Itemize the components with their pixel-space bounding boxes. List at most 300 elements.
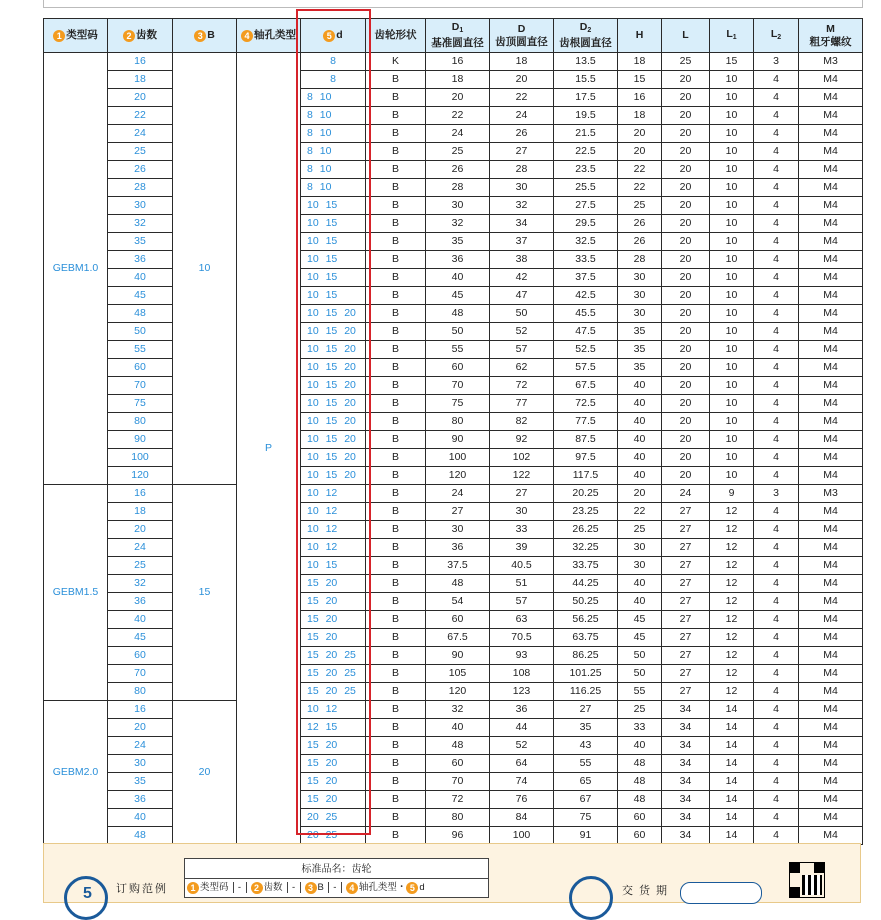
d1-cell: 20 (426, 89, 490, 107)
da-cell: 123 (490, 683, 554, 701)
d-cell: 15 20 25 (301, 647, 366, 665)
da-cell: 70.5 (490, 629, 554, 647)
h-cell: 30 (618, 539, 662, 557)
d2-cell: 55 (554, 755, 618, 773)
shape-cell: B (366, 665, 426, 683)
col-b: 3 B (173, 19, 237, 53)
teeth-cell: 50 (108, 323, 173, 341)
m-cell: M4 (799, 701, 863, 719)
l-cell: 20 (662, 179, 710, 197)
l1-cell: 12 (710, 575, 754, 593)
shape-cell: B (366, 107, 426, 125)
shape-cell: B (366, 161, 426, 179)
l1-cell: 9 (710, 485, 754, 503)
col-type-code: 1 类型码 (44, 19, 108, 53)
l1-cell: 12 (710, 683, 754, 701)
l1-cell: 10 (710, 125, 754, 143)
da-cell: 18 (490, 53, 554, 71)
standard-name-box (184, 858, 489, 898)
teeth-cell: 30 (108, 197, 173, 215)
l2-cell: 4 (754, 773, 799, 791)
m-cell: M4 (799, 179, 863, 197)
l-cell: 20 (662, 197, 710, 215)
h-cell: 22 (618, 179, 662, 197)
teeth-cell: 24 (108, 125, 173, 143)
d-cell: 10 15 20 (301, 431, 366, 449)
l1-cell: 14 (710, 701, 754, 719)
da-cell: 28 (490, 161, 554, 179)
standard-name-title: 标准品名：齿轮 (301, 864, 372, 875)
l1-cell: 10 (710, 359, 754, 377)
da-cell: 108 (490, 665, 554, 683)
da-cell: 57 (490, 341, 554, 359)
da-cell: 62 (490, 359, 554, 377)
d1-cell: 18 (426, 71, 490, 89)
order-example-panel (43, 843, 861, 903)
l1-cell: 10 (710, 89, 754, 107)
l2-cell: 4 (754, 575, 799, 593)
table-row (44, 305, 863, 323)
teeth-cell: 16 (108, 53, 173, 71)
table-row (44, 215, 863, 233)
d-cell: 10 12 (301, 701, 366, 719)
h-cell: 16 (618, 89, 662, 107)
d-cell: 10 15 (301, 287, 366, 305)
col-d1: $D_1$ 基准圆直径 (426, 19, 490, 53)
l-cell: 27 (662, 629, 710, 647)
teeth-cell: 55 (108, 341, 173, 359)
l2-cell: 3 (754, 485, 799, 503)
l2-cell: 4 (754, 197, 799, 215)
h-cell: 35 (618, 359, 662, 377)
m-cell: M4 (799, 251, 863, 269)
h-cell: 45 (618, 611, 662, 629)
m-cell: M4 (799, 539, 863, 557)
h-cell: 40 (618, 467, 662, 485)
d1-cell: 48 (426, 737, 490, 755)
l-cell: 27 (662, 683, 710, 701)
da-cell: 30 (490, 179, 554, 197)
l2-cell: 4 (754, 395, 799, 413)
m-cell: M4 (799, 215, 863, 233)
table-row (44, 575, 863, 593)
l1-cell: 10 (710, 305, 754, 323)
shape-cell: B (366, 377, 426, 395)
teeth-cell: 25 (108, 557, 173, 575)
m-cell: M4 (799, 287, 863, 305)
shape-cell: B (366, 71, 426, 89)
m-cell: M4 (799, 161, 863, 179)
l1-cell: 10 (710, 251, 754, 269)
l-cell: 20 (662, 287, 710, 305)
teeth-cell: 90 (108, 431, 173, 449)
l2-cell: 4 (754, 593, 799, 611)
l1-cell: 12 (710, 557, 754, 575)
da-cell: 47 (490, 287, 554, 305)
table-row (44, 791, 863, 809)
da-cell: 40.5 (490, 557, 554, 575)
order-number-badge: 5 (64, 876, 108, 920)
type-code-cell: GEBM1.0 (44, 53, 108, 485)
teeth-cell: 36 (108, 593, 173, 611)
l2-cell: 4 (754, 431, 799, 449)
m-cell: M4 (799, 791, 863, 809)
l-cell: 27 (662, 647, 710, 665)
d2-cell: 43 (554, 737, 618, 755)
table-row (44, 89, 863, 107)
m-cell: M4 (799, 449, 863, 467)
l-cell: 27 (662, 611, 710, 629)
top-frame (43, 0, 863, 8)
d-cell: 15 20 25 (301, 683, 366, 701)
table-row (44, 449, 863, 467)
d1-cell: 105 (426, 665, 490, 683)
table-row (44, 359, 863, 377)
d1-cell: 36 (426, 539, 490, 557)
l2-cell: 4 (754, 647, 799, 665)
d2-cell: 25.5 (554, 179, 618, 197)
d2-cell: 65 (554, 773, 618, 791)
d1-cell: 30 (426, 521, 490, 539)
m-cell: M4 (799, 557, 863, 575)
m-cell: M3 (799, 485, 863, 503)
h-cell: 26 (618, 215, 662, 233)
d1-cell: 60 (426, 611, 490, 629)
h-cell: 45 (618, 629, 662, 647)
l1-cell: 14 (710, 791, 754, 809)
da-cell: 74 (490, 773, 554, 791)
l1-cell: 10 (710, 197, 754, 215)
l1-cell: 12 (710, 539, 754, 557)
teeth-cell: 45 (108, 287, 173, 305)
l2-cell: 4 (754, 521, 799, 539)
table-row (44, 701, 863, 719)
d-cell: 20 25 (301, 809, 366, 827)
d2-cell: 33.75 (554, 557, 618, 575)
shape-cell: B (366, 755, 426, 773)
d1-cell: 22 (426, 107, 490, 125)
d-cell: 10 12 (301, 485, 366, 503)
d2-cell: 63.75 (554, 629, 618, 647)
l2-cell: 4 (754, 377, 799, 395)
shape-cell: K (366, 53, 426, 71)
shape-cell: B (366, 557, 426, 575)
l-cell: 20 (662, 107, 710, 125)
l1-cell: 12 (710, 593, 754, 611)
shape-cell: B (366, 521, 426, 539)
d-cell: 10 15 20 (301, 395, 366, 413)
d-cell: 10 15 20 (301, 377, 366, 395)
l1-cell: 12 (710, 503, 754, 521)
table-row (44, 773, 863, 791)
l2-cell: 4 (754, 665, 799, 683)
l2-cell: 4 (754, 323, 799, 341)
d2-cell: 67 (554, 791, 618, 809)
col-d: 5 d (301, 19, 366, 53)
shape-cell: B (366, 809, 426, 827)
l-cell: 34 (662, 755, 710, 773)
l-cell: 20 (662, 269, 710, 287)
l-cell: 20 (662, 143, 710, 161)
table-row (44, 593, 863, 611)
d2-cell: 27 (554, 701, 618, 719)
m-cell: M4 (799, 593, 863, 611)
l-cell: 20 (662, 125, 710, 143)
l1-cell: 12 (710, 665, 754, 683)
table-row (44, 413, 863, 431)
l-cell: 20 (662, 341, 710, 359)
da-cell: 44 (490, 719, 554, 737)
l-cell: 34 (662, 719, 710, 737)
teeth-cell: 40 (108, 809, 173, 827)
d-cell: 15 20 (301, 611, 366, 629)
teeth-cell: 60 (108, 359, 173, 377)
l2-cell: 4 (754, 251, 799, 269)
teeth-cell: 100 (108, 449, 173, 467)
da-cell: 27 (490, 485, 554, 503)
col-l: L (662, 19, 710, 53)
d2-cell: 67.5 (554, 377, 618, 395)
l2-cell: 4 (754, 341, 799, 359)
l-cell: 25 (662, 53, 710, 71)
d2-cell: 15.5 (554, 71, 618, 89)
da-cell: 42 (490, 269, 554, 287)
teeth-cell: 48 (108, 827, 173, 845)
m-cell: M4 (799, 269, 863, 287)
shape-cell: B (366, 719, 426, 737)
m-cell: M4 (799, 737, 863, 755)
d2-cell: 23.25 (554, 503, 618, 521)
shape-cell: B (366, 773, 426, 791)
d1-cell: 25 (426, 143, 490, 161)
standard-name-fields: 1 类型码 - 2 齿数 - 3 B - 4 轴孔类型・ 5 d (185, 878, 488, 892)
d1-cell: 26 (426, 161, 490, 179)
da-cell: 34 (490, 215, 554, 233)
d2-cell: 33.5 (554, 251, 618, 269)
da-cell: 77 (490, 395, 554, 413)
l1-cell: 10 (710, 341, 754, 359)
spec-table-body (44, 53, 863, 845)
l2-cell: 4 (754, 809, 799, 827)
col-h: H (618, 19, 662, 53)
teeth-cell: 75 (108, 395, 173, 413)
shape-cell: B (366, 323, 426, 341)
l2-cell: 4 (754, 503, 799, 521)
shape-cell: B (366, 305, 426, 323)
h-cell: 28 (618, 251, 662, 269)
l1-cell: 14 (710, 737, 754, 755)
d2-cell: 26.25 (554, 521, 618, 539)
table-row (44, 647, 863, 665)
d2-cell: 20.25 (554, 485, 618, 503)
da-cell: 50 (490, 305, 554, 323)
table-row (44, 107, 863, 125)
teeth-cell: 48 (108, 305, 173, 323)
d-cell: 8 (301, 71, 366, 89)
da-cell: 39 (490, 539, 554, 557)
d2-cell: 45.5 (554, 305, 618, 323)
m-cell: M4 (799, 467, 863, 485)
d1-cell: 32 (426, 215, 490, 233)
d1-cell: 120 (426, 683, 490, 701)
d-cell: 10 15 20 (301, 359, 366, 377)
da-cell: 76 (490, 791, 554, 809)
table-row (44, 467, 863, 485)
teeth-cell: 36 (108, 791, 173, 809)
l1-cell: 10 (710, 377, 754, 395)
teeth-cell: 28 (108, 179, 173, 197)
shape-cell: B (366, 827, 426, 845)
h-cell: 20 (618, 125, 662, 143)
d1-cell: 70 (426, 773, 490, 791)
m-cell: M4 (799, 773, 863, 791)
shape-cell: B (366, 269, 426, 287)
l-cell: 27 (662, 557, 710, 575)
teeth-cell: 35 (108, 773, 173, 791)
l2-cell: 4 (754, 215, 799, 233)
l-cell: 27 (662, 539, 710, 557)
l1-cell: 10 (710, 161, 754, 179)
col-teeth: 2 齿数 (108, 19, 173, 53)
table-row (44, 71, 863, 89)
m-cell: M4 (799, 341, 863, 359)
d1-cell: 24 (426, 125, 490, 143)
l-cell: 34 (662, 791, 710, 809)
d1-cell: 80 (426, 413, 490, 431)
m-cell: M3 (799, 53, 863, 71)
l2-cell: 4 (754, 161, 799, 179)
d2-cell: 47.5 (554, 323, 618, 341)
l-cell: 20 (662, 71, 710, 89)
shape-cell: B (366, 395, 426, 413)
teeth-cell: 16 (108, 701, 173, 719)
col-d2: $D_2$ 齿根圆直径 (554, 19, 618, 53)
col-bore-type: 4 轴孔类型 (237, 19, 301, 53)
shape-cell: B (366, 503, 426, 521)
table-row (44, 539, 863, 557)
h-cell: 40 (618, 593, 662, 611)
d-cell: 8 10 (301, 179, 366, 197)
l1-cell: 12 (710, 647, 754, 665)
h-cell: 48 (618, 791, 662, 809)
m-cell: M4 (799, 413, 863, 431)
m-cell: M4 (799, 377, 863, 395)
m-cell: M4 (799, 827, 863, 845)
bore-type-cell: P (237, 53, 301, 845)
table-row (44, 251, 863, 269)
da-cell: 22 (490, 89, 554, 107)
h-cell: 33 (618, 719, 662, 737)
l1-cell: 10 (710, 287, 754, 305)
table-row (44, 611, 863, 629)
shape-cell: B (366, 575, 426, 593)
d1-cell: 55 (426, 341, 490, 359)
h-cell: 20 (618, 485, 662, 503)
h-cell: 18 (618, 107, 662, 125)
l2-cell: 4 (754, 629, 799, 647)
l-cell: 20 (662, 323, 710, 341)
l2-cell: 4 (754, 413, 799, 431)
l2-cell: 4 (754, 287, 799, 305)
l2-cell: 4 (754, 539, 799, 557)
delivery-label: 交货期 (622, 885, 673, 897)
h-cell: 20 (618, 143, 662, 161)
m-cell: M4 (799, 575, 863, 593)
m-cell: M4 (799, 323, 863, 341)
table-row (44, 485, 863, 503)
type-code-cell: GEBM1.5 (44, 485, 108, 701)
d2-cell: 87.5 (554, 431, 618, 449)
d2-cell: 29.5 (554, 215, 618, 233)
l-cell: 20 (662, 467, 710, 485)
h-cell: 25 (618, 701, 662, 719)
d-cell: 10 15 (301, 251, 366, 269)
da-cell: 51 (490, 575, 554, 593)
d1-cell: 48 (426, 305, 490, 323)
da-cell: 52 (490, 737, 554, 755)
shape-cell: B (366, 467, 426, 485)
m-cell: M4 (799, 71, 863, 89)
d1-cell: 37.5 (426, 557, 490, 575)
d2-cell: 42.5 (554, 287, 618, 305)
h-cell: 30 (618, 557, 662, 575)
da-cell: 93 (490, 647, 554, 665)
l2-cell: 4 (754, 557, 799, 575)
l-cell: 27 (662, 575, 710, 593)
d1-cell: 90 (426, 431, 490, 449)
shape-cell: B (366, 125, 426, 143)
d-cell: 15 20 (301, 593, 366, 611)
l-cell: 20 (662, 395, 710, 413)
teeth-cell: 70 (108, 665, 173, 683)
m-cell: M4 (799, 125, 863, 143)
l1-cell: 10 (710, 233, 754, 251)
da-cell: 24 (490, 107, 554, 125)
h-cell: 60 (618, 827, 662, 845)
d2-cell: 22.5 (554, 143, 618, 161)
table-row (44, 323, 863, 341)
l1-cell: 10 (710, 107, 754, 125)
l-cell: 20 (662, 305, 710, 323)
h-cell: 18 (618, 53, 662, 71)
teeth-cell: 25 (108, 143, 173, 161)
header-row (44, 19, 863, 53)
d-cell: 15 20 (301, 629, 366, 647)
da-cell: 38 (490, 251, 554, 269)
d-cell: 10 15 (301, 557, 366, 575)
d2-cell: 77.5 (554, 413, 618, 431)
d2-cell: 35 (554, 719, 618, 737)
delivery-icon (569, 876, 613, 920)
teeth-cell: 40 (108, 611, 173, 629)
m-cell: M4 (799, 197, 863, 215)
teeth-cell: 26 (108, 161, 173, 179)
d-cell: 10 15 20 (301, 413, 366, 431)
d-cell: 10 15 (301, 233, 366, 251)
d1-cell: 70 (426, 377, 490, 395)
h-cell: 22 (618, 503, 662, 521)
l1-cell: 14 (710, 773, 754, 791)
h-cell: 40 (618, 449, 662, 467)
d-cell: 8 10 (301, 89, 366, 107)
teeth-cell: 35 (108, 233, 173, 251)
l1-cell: 14 (710, 809, 754, 827)
da-cell: 36 (490, 701, 554, 719)
da-cell: 102 (490, 449, 554, 467)
h-cell: 40 (618, 395, 662, 413)
m-cell: M4 (799, 395, 863, 413)
table-row (44, 161, 863, 179)
